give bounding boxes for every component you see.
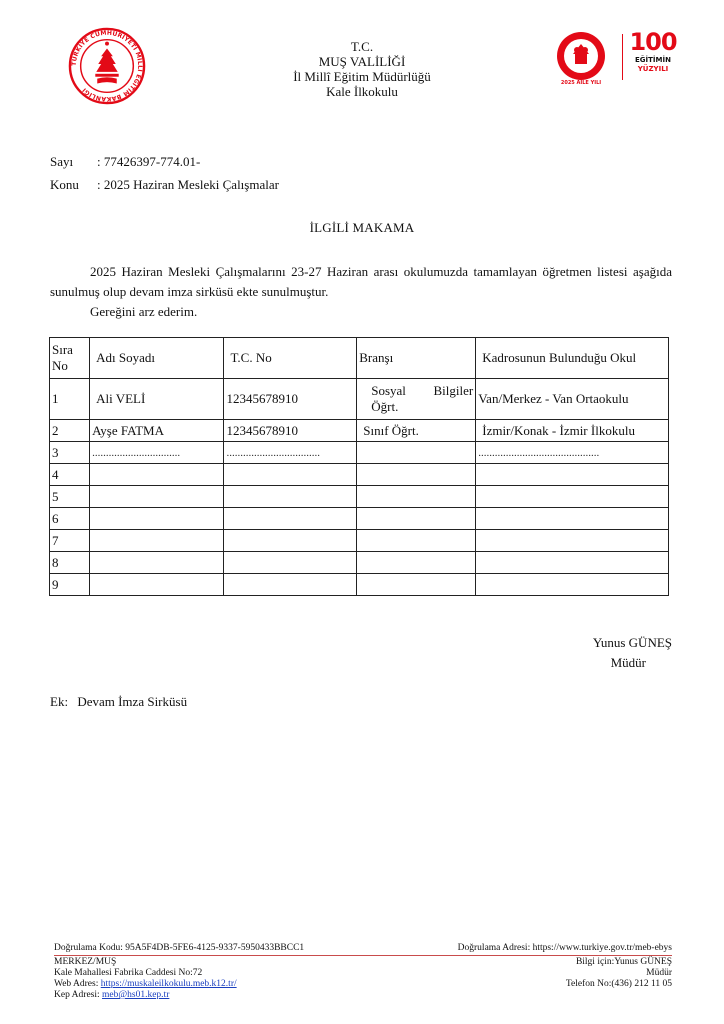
seal-ring-text: TÜRKİYE CUMHURİYETİ MİLLİ EĞİTİM BAKANLIĞI <box>70 29 144 103</box>
footer-kep <box>54 990 169 1001</box>
cell-no: 5 <box>50 486 90 508</box>
body-text <box>50 262 672 322</box>
footer-city: MERKEZ/MUŞ <box>54 957 117 967</box>
right-logos <box>555 30 675 90</box>
body-paragraph: 2025 Haziran Mesleki Çalışmalarını 23-27 Haziran arası okulumuzda tamamlayan öğretmen listesi aşağıda sunulmuş olup devam imza sirküsü ekte sunulmuştur. <box>50 264 672 299</box>
footer-web-label: Web Adres: <box>54 979 101 989</box>
cell-name <box>90 464 224 486</box>
footer-dogrulama-kodu: Doğrulama Kodu: 95A5F4DB-5FE6-4125-9337-5950433BBCC1 <box>54 943 305 953</box>
cell-brans <box>357 486 476 508</box>
footer <box>54 943 672 1009</box>
cell-brans <box>357 508 476 530</box>
cell-tc <box>224 508 357 530</box>
header-tc-no: T.C. No <box>224 338 357 379</box>
header-sira-no: Sıra No <box>50 338 90 379</box>
footer-dogrulama-adresi: Doğrulama Adresi: https://www.turkiye.gov.tr/meb-ebys <box>457 943 672 953</box>
cell-no: 1 <box>50 379 90 420</box>
footer-bilgi-title: Müdür <box>646 968 672 978</box>
century-line2: YÜZYILI <box>637 65 669 73</box>
addressee: İLGİLİ MAKAMA <box>309 220 415 235</box>
cell-tc <box>224 574 357 596</box>
cell-brans: Sınıf Öğrt. <box>357 420 476 442</box>
footer-telefon: Telefon No:(436) 212 11 05 <box>565 979 672 989</box>
cell-name <box>90 508 224 530</box>
sayi-label: Sayı <box>50 154 74 169</box>
cell-okul <box>476 530 669 552</box>
cell-brans <box>357 530 476 552</box>
aile-yili-caption: 2025 AİLE YILI <box>560 80 602 86</box>
table-header-row <box>50 338 669 379</box>
cell-okul <box>476 508 669 530</box>
cell-tc <box>224 552 357 574</box>
cell-no: 3 <box>50 442 90 464</box>
footer-bilgi: Bilgi için:Yunus GÜNEŞ <box>575 957 672 967</box>
table-row <box>50 552 669 574</box>
cell-brans <box>357 464 476 486</box>
cell-no: 6 <box>50 508 90 530</box>
table-row <box>50 379 669 420</box>
cell-tc: 12345678910 <box>224 379 357 420</box>
footer-kep-label: Kep Adresi: <box>54 990 103 1000</box>
cell-tc <box>224 530 357 552</box>
cell-okul: Van/Merkez - Van Ortaokulu <box>476 379 669 420</box>
body-closing: Gereğini arz ederim. <box>90 304 198 319</box>
header-adi-soyadi: Adı Soyadı <box>90 338 224 379</box>
sayi-row <box>50 154 200 170</box>
cell-no: 2 <box>50 420 90 442</box>
sayi-value: : 77426397-774.01- <box>97 154 201 169</box>
header-kadro-okul: Kadrosunun Bulunduğu Okul <box>476 338 669 379</box>
logo-divider <box>622 34 623 80</box>
table-row <box>50 464 669 486</box>
cell-okul <box>476 464 669 486</box>
cell-okul <box>476 574 669 596</box>
cell-okul <box>476 552 669 574</box>
signer-name: Yunus GÜNEŞ <box>592 635 672 650</box>
header-mudurluk: İl Millî Eğitim Müdürlüğü <box>293 69 431 84</box>
cell-brans <box>357 552 476 574</box>
header-tc: T.C. <box>350 39 374 54</box>
konu-value: : 2025 Haziran Mesleki Çalışmalar <box>97 177 279 192</box>
cell-brans <box>357 442 476 464</box>
table-row <box>50 420 669 442</box>
aile-yili-logo-icon <box>555 30 617 86</box>
cell-no: 4 <box>50 464 90 486</box>
header-valilik: MUŞ VALİLİĞİ <box>318 54 406 69</box>
cell-okul: İzmir/Konak - İzmir İlkokulu <box>476 420 669 442</box>
table-row <box>50 442 669 464</box>
footer-kep-link[interactable]: meb@hs01.kep.tr <box>102 990 170 1000</box>
table-row <box>50 530 669 552</box>
table-row <box>50 574 669 596</box>
cell-name <box>90 530 224 552</box>
cell-name: Ayşe FATMA <box>90 420 224 442</box>
header-bransi: Branşı <box>357 338 476 379</box>
cell-tc: .................................. <box>224 442 357 464</box>
attachment-value: Devam İmza Sirküsü <box>77 694 188 709</box>
cell-brans <box>357 574 476 596</box>
cell-name <box>90 552 224 574</box>
table-row <box>50 486 669 508</box>
footer-address: Kale Mahallesi Fabrika Caddesi No:72 <box>54 968 203 978</box>
footer-web-link[interactable]: https://muskaleilkokulu.meb.k12.tr/ <box>100 979 237 989</box>
footer-web <box>54 979 237 990</box>
egitimin-yuzyili-logo-icon <box>629 28 677 74</box>
header-okul: Kale İlkokulu <box>326 84 398 99</box>
cell-okul <box>476 486 669 508</box>
century-number: 100 <box>629 28 677 56</box>
attachment-label: Ek: <box>50 694 69 709</box>
cell-okul: ............................................ <box>476 442 669 464</box>
cell-name: ................................ <box>90 442 224 464</box>
cell-no: 9 <box>50 574 90 596</box>
cell-tc <box>224 464 357 486</box>
attachment-line <box>50 694 187 710</box>
table-row <box>50 508 669 530</box>
cell-name: Ali VELİ <box>90 379 224 420</box>
konu-label: Konu <box>50 177 79 192</box>
cell-tc <box>224 486 357 508</box>
century-line1: EĞİTİMİN <box>635 56 671 64</box>
cell-no: 7 <box>50 530 90 552</box>
teacher-table <box>49 337 669 596</box>
signer-title: Müdür <box>610 655 646 670</box>
cell-name <box>90 574 224 596</box>
cell-tc: 12345678910 <box>224 420 357 442</box>
cell-no: 8 <box>50 552 90 574</box>
cell-name <box>90 486 224 508</box>
cell-brans: Sosyal Bilgiler Öğrt. <box>357 379 476 420</box>
konu-row <box>50 177 279 193</box>
signature-block <box>520 633 672 673</box>
